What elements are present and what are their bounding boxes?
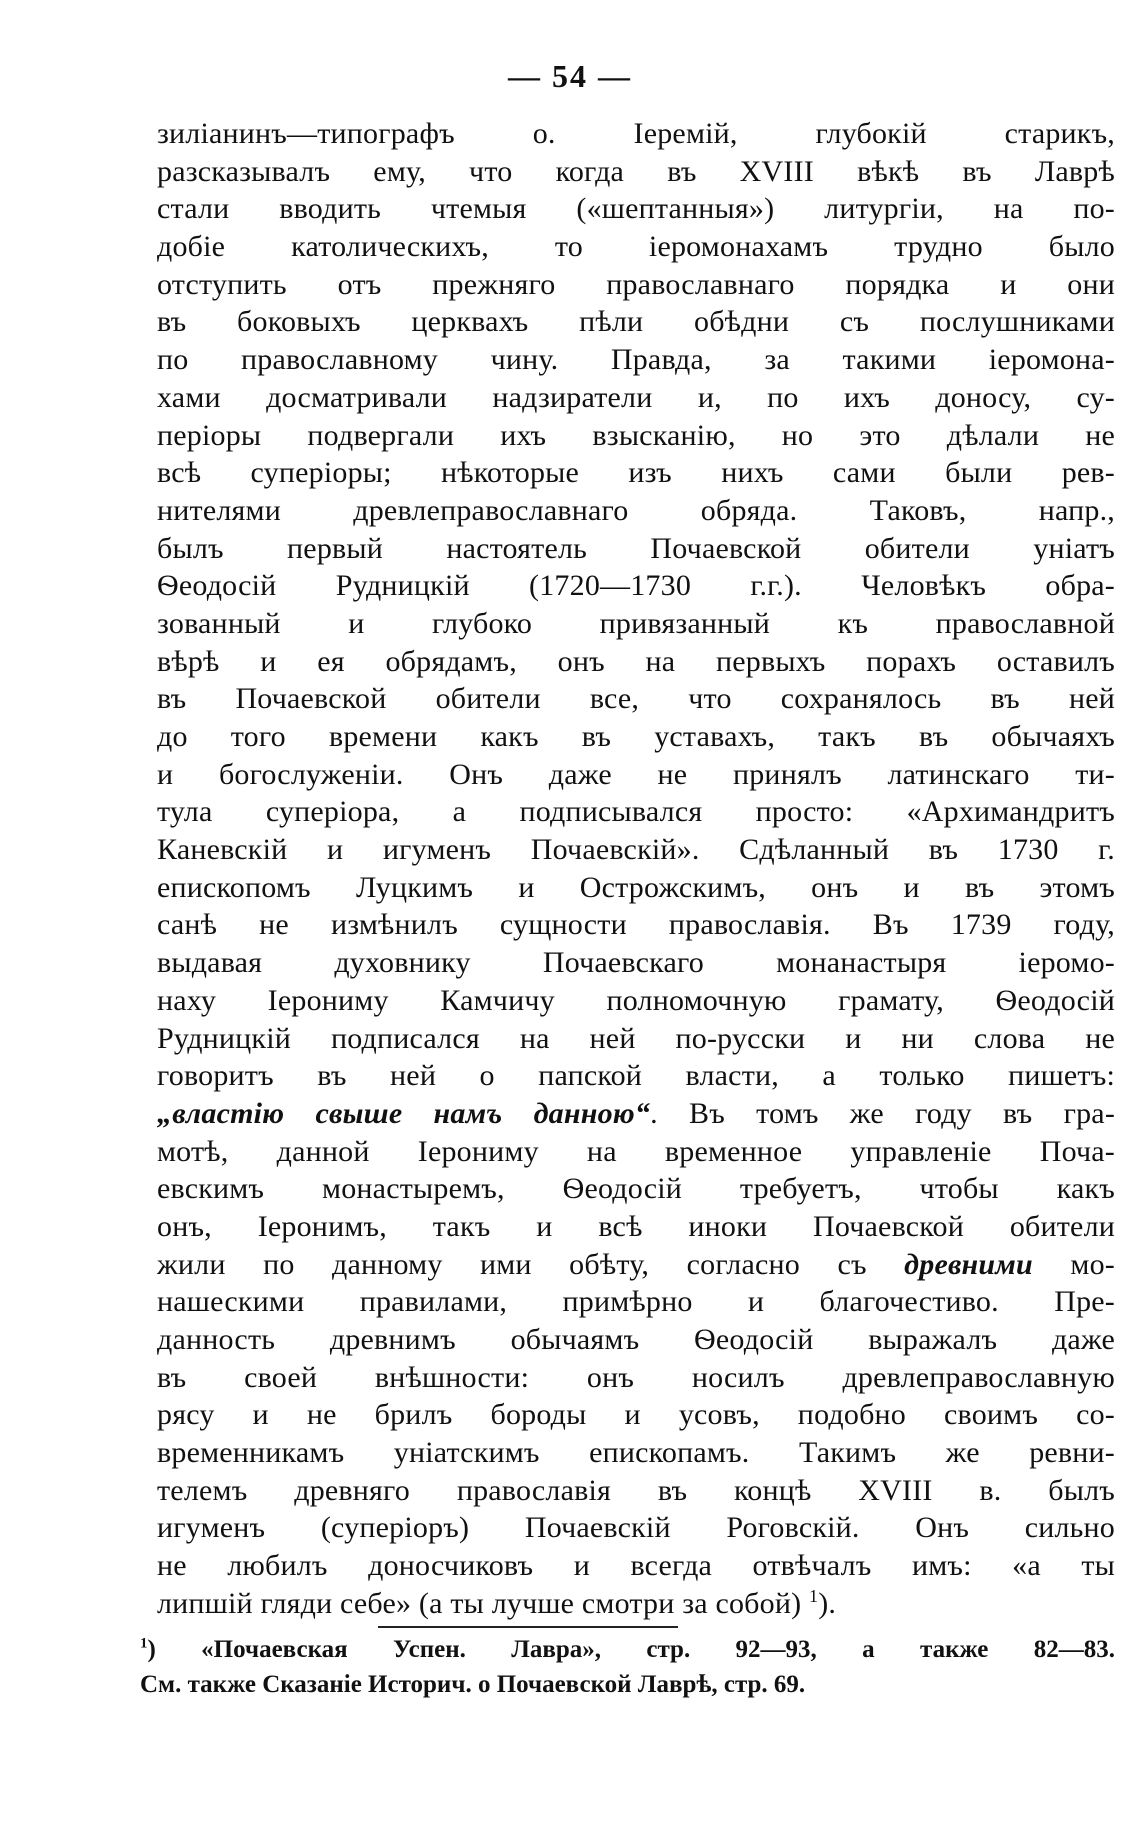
text-line: былъ первый настоятель Почаевской обители уніатъ: [157, 531, 1115, 565]
text-line: въ боковыхъ церквахъ пѣли обѣдни съ послушниками: [157, 305, 1115, 339]
text-line: временникамъ уніатскимъ епископамъ. Такимъ же ревни-: [157, 1436, 1115, 1470]
footnote-marker: 1: [809, 1585, 819, 1606]
text-line: вѣрѣ и ея обрядамъ, онъ на первыхъ порахъ оставилъ: [157, 644, 1115, 678]
text-line: мотѣ, данной Іерониму на временное управленіе Поча-: [157, 1134, 1115, 1168]
text-line: епископомъ Луцкимъ и Острожскимъ, онъ и въ этомъ: [157, 870, 1115, 904]
text-line: онъ, Іеронимъ, такъ и всѣ иноки Почаевской обители: [157, 1209, 1115, 1243]
text-line: нашескими правилами, примѣрно и благочестиво. Пре-: [157, 1285, 1115, 1319]
text-line: всѣ суперіоры; нѣкоторые изъ нихъ сами были рев-: [157, 456, 1115, 490]
emphasized-text: „властію свыше намъ данною“: [157, 1096, 651, 1130]
text-line: не любилъ доносчиковъ и всегда отвѣчалъ имъ: «а ты: [157, 1549, 1115, 1583]
footnote-marker: 1: [140, 1635, 148, 1652]
text-line: зованный и глубоко привязанный къ православной: [157, 606, 1115, 640]
text-line: „властію свыше намъ данною“. Въ томъ же году въ гра-: [157, 1096, 1116, 1130]
text-line: выдавая духовнику Почаевскаго монанастыря іеромо-: [157, 946, 1115, 980]
text-line: по православному чину. Правда, за такими іеромона-: [157, 343, 1115, 377]
text-line: наху Іерониму Камчичу полномочную грамату, Ѳеодосій: [157, 983, 1115, 1017]
text-line: добіе католическихъ, то іеромонахамъ трудно было: [157, 230, 1115, 264]
text-line: хами досматривали надзиратели и, по ихъ доносу, су-: [157, 380, 1115, 414]
text-line: телемъ древняго православія въ концѣ XVIII в. былъ: [157, 1473, 1115, 1507]
text-line: разсказывалъ ему, что когда въ XVIII вѣкѣ въ Лаврѣ: [157, 154, 1115, 188]
text-line: жили по данному ими обѣту, согласно съ древними мо-: [157, 1247, 1115, 1281]
text-line: въ Почаевской обители все, что сохранялось въ ней: [157, 682, 1115, 716]
text-line: говоритъ въ ней о папской власти, а только пишетъ:: [157, 1059, 1115, 1093]
emphasized-text: древними: [904, 1247, 1033, 1281]
text-line: нителями древлеправославнаго обряда. Таковъ, напр.,: [157, 493, 1115, 527]
text-line: до того времени какъ въ уставахъ, такъ въ обычаяхъ: [157, 720, 1115, 753]
text-line: рясу и не брилъ бороды и усовъ, подобно своимъ со-: [157, 1398, 1115, 1432]
text-line: Ѳеодосій Рудницкій (1720—1730 г.г.). Человѣкъ обра-: [157, 569, 1115, 603]
footnotes: [140, 1632, 1115, 1702]
text-line: въ своей внѣшности: онъ носилъ древлеправославную: [157, 1360, 1115, 1394]
text-line: данность древнимъ обычаямъ Ѳеодосій выражалъ даже: [157, 1323, 1115, 1356]
page-number: — 54 —: [508, 58, 632, 94]
text-line: и богослуженіи. Онъ даже не принялъ латинскаго ти-: [157, 757, 1115, 791]
text-line: тула суперіора, а подписывался просто: «Архимандритъ: [157, 795, 1115, 829]
footnote-line: См. также Сказаніе Историч. о Почаевской Лаврѣ, стр. 69.: [140, 1671, 806, 1698]
text-line: стали вводить чтемыя («шептанныя») литургіи, на по-: [157, 192, 1115, 226]
text-line: игуменъ (суперіоръ) Почаевскій Роговскій. Онъ сильно: [157, 1511, 1115, 1545]
text-line: санѣ не измѣнилъ сущности православія. Въ 1739 году,: [157, 908, 1115, 942]
text-line: зиліанинъ—типографъ о. Іеремій, глубокій старикъ,: [157, 117, 1115, 150]
text-line: отступить отъ прежняго православнаго порядка и они: [157, 267, 1115, 301]
text-line: Рудницкій подписался на ней по-русски и ни слова не: [157, 1021, 1115, 1055]
text-line: Каневскій и игуменъ Почаевскій». Сдѣланный въ 1730 г.: [157, 833, 1115, 867]
text-line: евскимъ монастыремъ, Ѳеодосій требуетъ, чтобы какъ: [157, 1172, 1115, 1206]
footnote-line: $^1$) «Почаевская Успен. Лавра», стр. 92—93, а также 82—83.: [140, 1635, 1115, 1663]
body-text: [157, 115, 1115, 1623]
text-line: періоры подвергали ихъ взысканію, но это дѣлали не: [157, 418, 1115, 452]
footnote-divider: [378, 1626, 678, 1628]
text-line: липшій гляди себе» (а ты лучше смотри за собой) $^1$).: [157, 1585, 837, 1620]
